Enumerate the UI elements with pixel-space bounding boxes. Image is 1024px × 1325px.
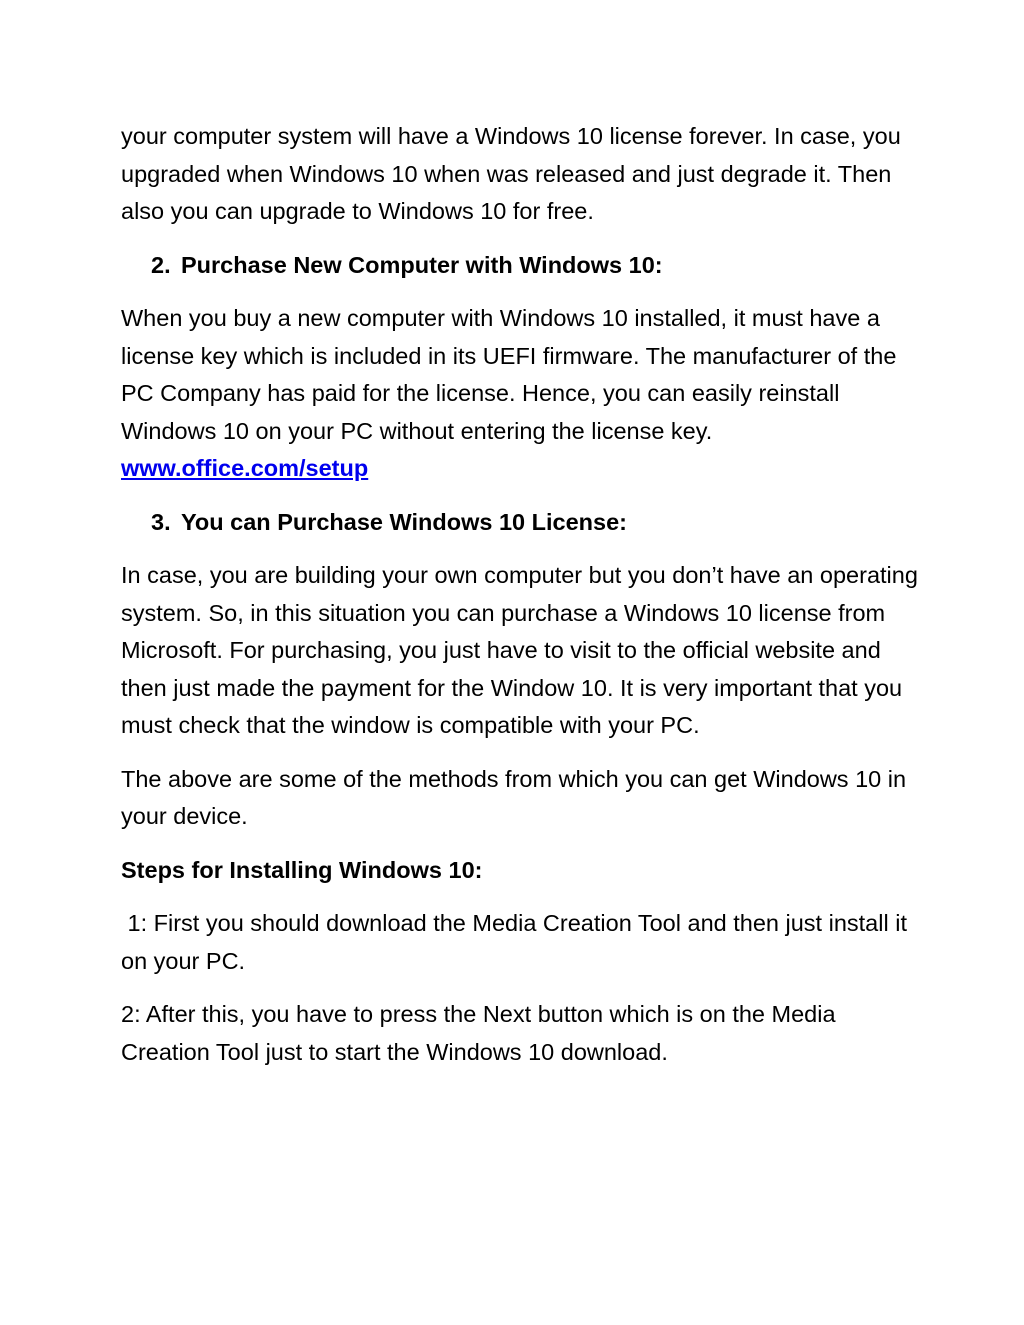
document-page: [121, 118, 921, 1087]
summary-paragraph: The above are some of the methods from which you can get Windows 10 in your device.: [121, 765, 907, 829]
section-2-heading: [151, 247, 921, 285]
steps-heading: Steps for Installing Windows 10:: [121, 856, 483, 883]
office-setup-link[interactable]: www.office.com/setup: [121, 455, 369, 481]
section-3-number: 3.: [151, 508, 171, 535]
step-2-paragraph: 2: After this, you have to press the Next button which is on the Media Creation Tool just to start the Windows 10 download.: [121, 1001, 836, 1065]
section-3-heading: [151, 504, 921, 542]
section-3-title: You can Purchase Windows 10 License:: [181, 508, 627, 535]
section-2-number: 2.: [151, 251, 171, 278]
intro-paragraph: your computer system will have a Windows 10 license forever. In case, you upgraded when Windows 10 when was released and just degrade it. Then also you can upgrade to Windows 10 for free.: [121, 123, 901, 224]
section-3-paragraph: In case, you are building your own computer but you don’t have an operating system. So, in this situation you can purchase a Windows 10 license from Microsoft. For purchasing, you just have to visit to the official website and then just made the payment for the Window 10. It is very important that you must check that the window is compatible with your PC.: [121, 562, 918, 738]
section-2-title: Purchase New Computer with Windows 10:: [181, 251, 663, 278]
section-2-paragraph: [121, 300, 921, 488]
step-1-paragraph: 1: First you should download the Media Creation Tool and then just install it on your PC.: [121, 910, 914, 974]
section-2-text: When you buy a new computer with Windows 10 installed, it must have a license key which is included in its UEFI firmware. The manufacturer of the PC Company has paid for the license. Hence, you can easily reinstall Windows 10 on your PC without entering the license key.: [121, 305, 897, 444]
